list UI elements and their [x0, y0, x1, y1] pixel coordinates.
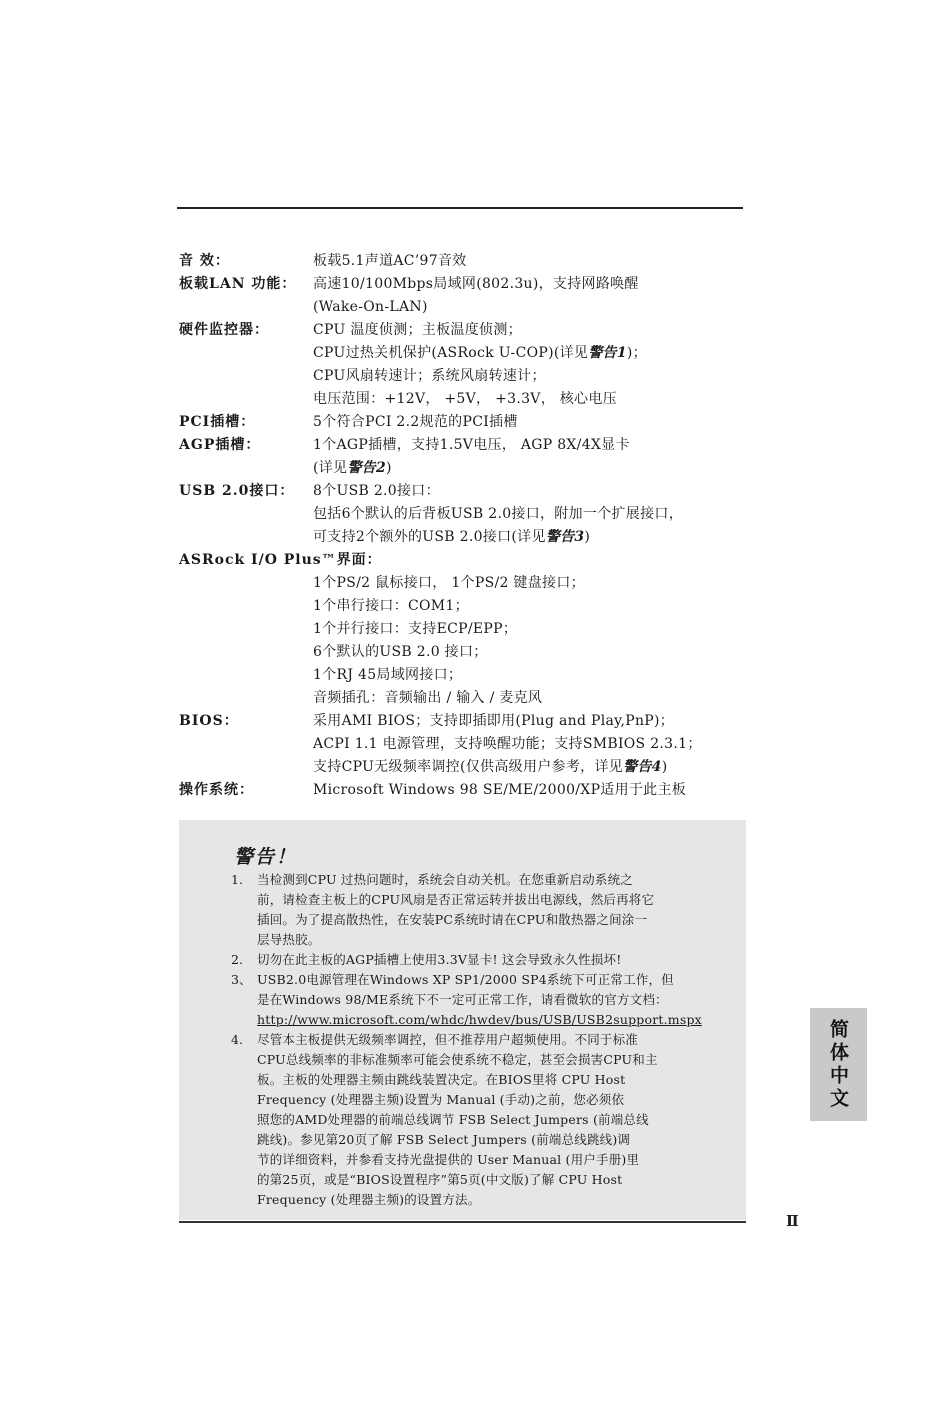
- spec-hw-monitor: [179, 319, 749, 411]
- spec-io-plus: [179, 572, 749, 710]
- spec-os: [179, 779, 749, 802]
- spec-line: CPU风扇转速计；系统风扇转速计；: [313, 368, 546, 384]
- spec-label: BIOS：: [179, 713, 239, 729]
- warning-text: [257, 970, 731, 1030]
- spec-audio: [179, 250, 749, 273]
- warning-line: Frequency (处理器主频)的设置方法。: [257, 1192, 481, 1207]
- warning-box: [179, 820, 746, 1220]
- language-tab: [810, 1008, 867, 1121]
- spec-value: [313, 273, 749, 319]
- spec-bios: [179, 710, 749, 779]
- warning-line: 是在Windows 98/ME系统下不一定可正常工作，请看微软的官方文档：: [257, 992, 668, 1007]
- spec-line: 5个符合PCI 2.2规范的PCI插槽: [313, 414, 518, 430]
- spec-line: 包括6个默认的后背板USB 2.0接口，附加一个扩展接口，: [313, 506, 683, 522]
- spec-line: CPU 温度侦测；主板温度侦测；: [313, 322, 522, 338]
- spec-line: 可支持2个额外的USB 2.0接口(详见警告3): [313, 529, 591, 545]
- spec-line: 1个并行接口：支持ECP/EPP；: [313, 621, 518, 637]
- spec-value: [313, 779, 749, 802]
- spec-line: Microsoft Windows 98 SE/ME/2000/XP适用于此主板: [313, 782, 687, 798]
- warning-line: CPU总线频率的非标准频率可能会使系统不稳定，甚至会损害CPU和主: [257, 1052, 658, 1067]
- spec-list: [179, 250, 749, 802]
- spec-line: 6个默认的USB 2.0 接口；: [313, 644, 488, 660]
- warning-line: 跳线)。参见第20页了解 FSB Select Jumpers (前端总线跳线)调: [257, 1132, 631, 1147]
- warning-item: [231, 1030, 731, 1210]
- warning-item: [231, 950, 731, 970]
- spec-label: 音 效：: [179, 253, 230, 269]
- warning-number: 3、: [231, 972, 252, 987]
- page-number: Ⅱ: [786, 1212, 798, 1230]
- warning-number: 2.: [231, 952, 243, 967]
- spec-line: 高速10/100Mbps局域网(802.3u)，支持网路唤醒: [313, 276, 639, 292]
- warning-line: 前，请检查主板上的CPU风扇是否正常运转并拔出电源线，然后再将它: [257, 892, 655, 907]
- spec-value: [313, 411, 749, 434]
- spec-value: [313, 319, 749, 411]
- microsoft-usb2-link[interactable]: http://www.microsoft.com/whdc/hwdev/bus/USB/USB2support.mspx: [257, 1012, 702, 1027]
- warning-line: 当检测到CPU 过热问题时，系统会自动关机。在您重新启动系统之: [257, 872, 633, 887]
- spec-value: [313, 250, 749, 273]
- spec-label: USB 2.0接口：: [179, 483, 295, 499]
- spec-usb: [179, 480, 749, 549]
- spec-agp: [179, 434, 749, 480]
- spec-line: 1个PS/2 鼠标接口， 1个PS/2 键盘接口；: [313, 575, 585, 591]
- warning-line: 节的详细资料，并参看支持光盘提供的 User Manual (用户手册)里: [257, 1152, 640, 1167]
- spec-value: [313, 434, 749, 480]
- warning-line: 的第25页，或是“BIOS设置程序”第5页(中文版)了解 CPU Host: [257, 1172, 623, 1187]
- warning-line: 照您的AMD处理器的前端总线调节 FSB Select Jumpers (前端总线: [257, 1112, 649, 1127]
- spec-label: [179, 572, 313, 710]
- spec-line: ACPI 1.1 电源管理，支持唤醒功能；支持SMBIOS 2.3.1；: [313, 736, 702, 752]
- spec-value: [313, 572, 749, 710]
- warning-line: 切勿在此主板的AGP插槽上使用3.3V显卡! 这会导致永久性损坏!: [257, 952, 622, 967]
- warning-line: USB2.0电源管理在Windows XP SP1/2000 SP4系统下可正常工作，但: [257, 972, 674, 987]
- spec-line: 板载5.1声道AC’97音效: [313, 253, 467, 269]
- warning-title: 警告！: [234, 846, 298, 868]
- warning-text: [257, 950, 731, 970]
- spec-label: PCI插槽：: [179, 414, 256, 430]
- spec-line: 1个AGP插槽，支持1.5V电压， AGP 8X/4X显卡: [313, 437, 630, 453]
- spec-line: 1个RJ 45局域网接口；: [313, 667, 463, 683]
- spec-lan: [179, 273, 749, 319]
- spec-line: 1个串行接口：COM1；: [313, 598, 469, 614]
- warning-line: 插回。为了提高散热性，在安装PC系统时请在CPU和散热器之间涂一: [257, 912, 648, 927]
- warning-text: [257, 1030, 731, 1210]
- spec-line: 电压范围：+12V， +5V， +3.3V， 核心电压: [313, 391, 617, 407]
- spec-line: 8个USB 2.0接口：: [313, 483, 440, 499]
- warning-line: 尽管本主板提供无级频率调控，但不推荐用户超频使用。不同于标准: [257, 1032, 639, 1047]
- warning-list: [231, 870, 731, 1210]
- spec-label: 操作系统：: [179, 782, 254, 798]
- spec-line: 采用AMI BIOS；支持即插即用(Plug and Play,PnP)；: [313, 713, 675, 729]
- spec-label: AGP插槽：: [179, 437, 261, 453]
- warning-item: [231, 870, 731, 950]
- warning-line: 板。主板的处理器主频由跳线装置决定。在BIOS里将 CPU Host: [257, 1072, 626, 1087]
- warning-line: Frequency (处理器主频)设置为 Manual (手动)之前，您必须依: [257, 1092, 625, 1107]
- spec-label: 硬件监控器：: [179, 322, 269, 338]
- warning-item: [231, 970, 731, 1030]
- top-rule: [177, 207, 743, 209]
- spec-pci: [179, 411, 749, 434]
- bottom-rule: [179, 1221, 746, 1223]
- warning-number: 4.: [231, 1032, 243, 1047]
- spec-value: [313, 480, 749, 549]
- warning-text: [257, 870, 731, 950]
- warning-line: 层导热胶。: [257, 932, 321, 947]
- spec-line: CPU过热关机保护(ASRock U-COP)(详见警告1)；: [313, 345, 647, 361]
- spec-label: 板载LAN 功能：: [179, 276, 297, 292]
- spec-line: 支持CPU无级频率调控(仅供高级用户参考，详见警告4): [313, 759, 668, 775]
- warning-number: 1.: [231, 872, 243, 887]
- spec-line: 音频插孔：音频输出 / 输入 / 麦克风: [313, 690, 543, 706]
- spec-line: (详见警告2): [313, 460, 392, 476]
- spec-line: (Wake-On-LAN): [313, 299, 428, 315]
- language-tab-label: 简体中文: [827, 1018, 849, 1111]
- spec-io-plus-heading: ASRock I/O Plus™界面：: [179, 552, 382, 568]
- spec-value: [313, 710, 749, 779]
